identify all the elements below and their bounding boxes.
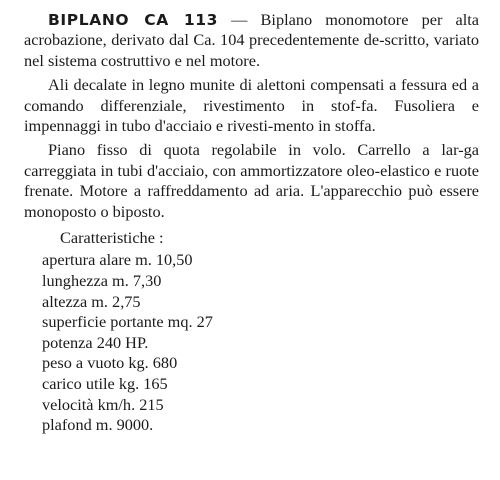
spec-payload: carico utile kg. 165 xyxy=(42,374,168,394)
spec-wingspan: apertura alare m. 10,50 xyxy=(42,250,193,270)
document-page xyxy=(24,10,479,436)
spec-speed: velocità km/h. 215 xyxy=(42,394,164,414)
spec-ceiling: plafond m. 9000. xyxy=(42,415,154,435)
spec-height: altezza m. 2,75 xyxy=(42,291,141,311)
tail-gear-paragraph: Piano fisso di quota regolabile in volo. Carrello a lar-ga carreggiata in tubi d'acciaio, con ammortizzatore oleo-elastico e ruote frenate. Motore a raffreddamento ad aria. L'apparecchio può essere monoposto o biposto. xyxy=(24,140,479,221)
aircraft-heading: BIPLANO CA 113 xyxy=(48,11,219,29)
spec-empty-weight: peso a vuoto kg. 680 xyxy=(42,353,178,373)
intro-paragraph xyxy=(24,10,479,71)
spec-wing-area: superficie portante mq. 27 xyxy=(42,312,213,332)
spec-list xyxy=(24,250,479,435)
spec-length: lunghezza m. 7,30 xyxy=(42,271,162,291)
wings-paragraph: Ali decalate in legno munite di alettoni compensati a fessura ed a comando differenziale, rivestimento in stof-fa. Fusoliera e impennaggi in tubo d'acciaio e rivesti-mento in stoffa. xyxy=(24,75,479,136)
specs-title: Caratteristiche : xyxy=(60,228,164,248)
spec-power: potenza 240 HP. xyxy=(42,332,149,352)
intro-text: — Biplano monomotore per alta acrobazione, derivato dal Ca. 104 precedentemente de-scritto, variato nel sistema costruttivo e nel motore. xyxy=(24,10,479,70)
